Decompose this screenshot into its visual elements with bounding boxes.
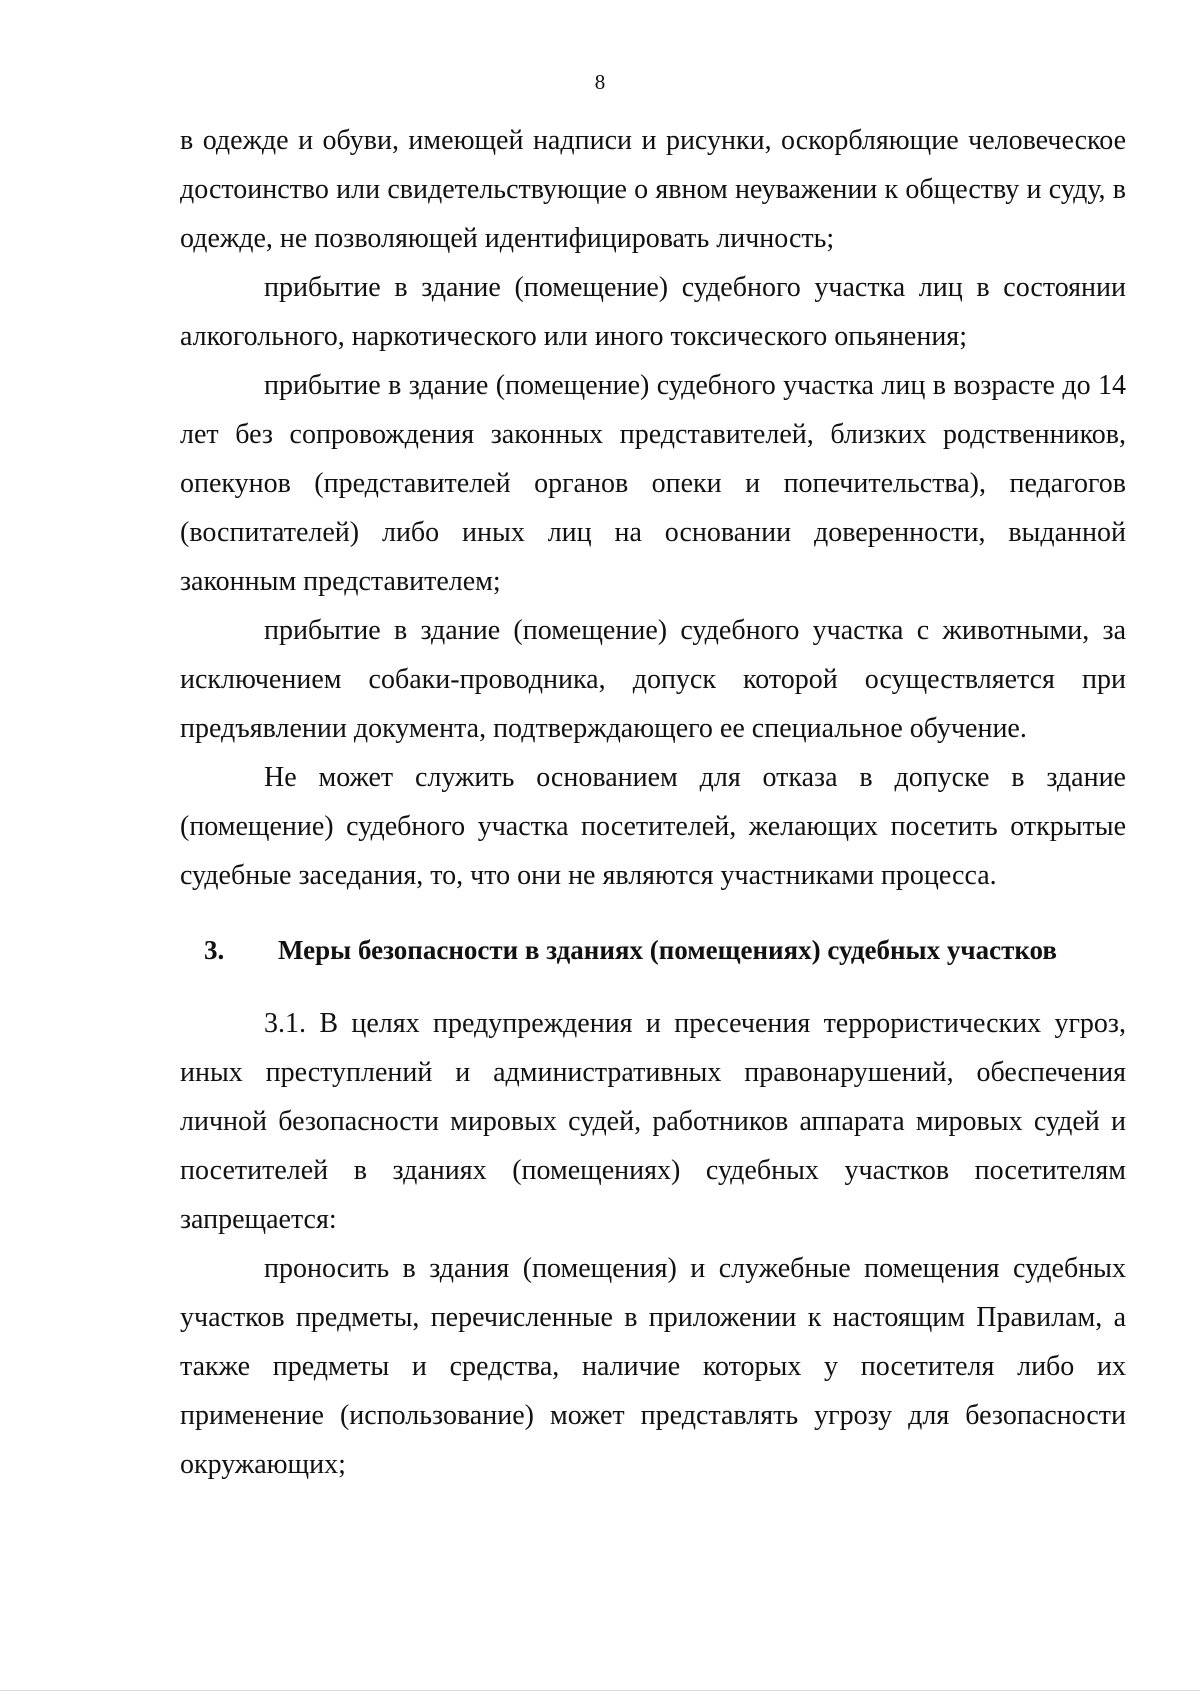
paragraph: в одежде и обуви, имеющей надписи и рисунки, оскорбляющие человеческое достоинство или свидетельствующие о явном неуважении к обществу и суду, в одежде, не позволяющей идентифицировать личность; xyxy=(180,125,1126,254)
paragraph: прибытие в здание (помещение) судебного участка лиц в состоянии алкогольного, наркотического или иного токсического опьянения; xyxy=(180,272,1126,352)
paragraph: прибытие в здание (помещение) судебного участка лиц в возрасте до 14 лет без сопровождения законных представителей, близких родственников, опекунов (представителей органов опеки и попечительства), педагогов (воспитателей) либо иных лиц на основании доверенности, выданной законным представителем; xyxy=(180,370,1126,597)
section-heading xyxy=(180,926,1126,975)
page-bottom-edge xyxy=(0,1690,1200,1691)
paragraph: проносить в здания (помещения) и служебные помещения судебных участков предметы, перечисленные в приложении к настоящим Правилам, а также предметы и средства, наличие которых у посетителя либо их применение (использование) может представлять угрозу для безопасности окружающих; xyxy=(180,1253,1126,1480)
section-title: Меры безопасности в зданиях (помещениях) судебных участков xyxy=(278,935,1057,965)
document-body xyxy=(180,116,1126,1489)
page-number: 8 xyxy=(594,70,606,94)
section-number: 3. xyxy=(204,935,225,965)
paragraph: прибытие в здание (помещение) судебного участка с животными, за исключением собаки-проводника, допуск которой осуществляется при предъявлении документа, подтверждающего ее специальное обучение. xyxy=(180,615,1126,744)
paragraph: Не может служить основанием для отказа в допуске в здание (помещение) судебного участка посетителей, желающих посетить открытые судебные заседания, то, что они не являются участниками процесса. xyxy=(180,762,1126,891)
paragraph: 3.1. В целях предупреждения и пресечения террористических угроз, иных преступлений и административных правонарушений, обеспечения личной безопасности мировых судей, работников аппарата мировых судей и посетителей в зданиях (помещениях) судебных участков посетителям запрещается: xyxy=(180,1008,1126,1235)
